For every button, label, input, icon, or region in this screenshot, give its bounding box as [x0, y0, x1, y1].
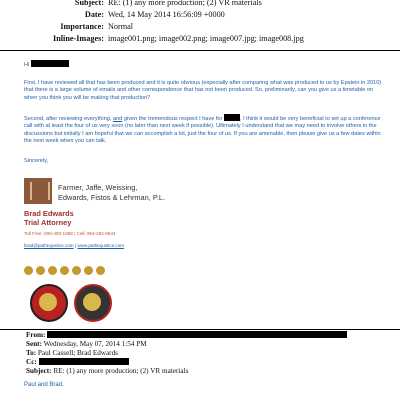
paragraph2-part-a: Second, after reviewing everything,	[24, 116, 113, 122]
header-date-row	[26, 9, 396, 20]
firm-logo	[24, 178, 52, 204]
fwd-cc-label: Cc:	[26, 358, 37, 366]
scales-of-justice-icon	[39, 293, 57, 311]
body-paragraph-1: First, I have reviewed all that has been produced and it is quite obvious (especially after comparing what was produced to us by Epstein in 2010) that there is a large volume of emails and other correspondence that has not been produced. So, preliminarily, can you give us a timetable on when you think you will be making that production?	[24, 80, 382, 101]
subject-value: RE: (1) any more production; (2) VR materials	[108, 0, 262, 7]
header-importance-row	[26, 21, 396, 32]
facebook-icon[interactable]	[24, 266, 33, 275]
redaction-block	[39, 358, 129, 365]
fwd-sent-value: Wednesday, May 07, 2014 1:54 PM	[43, 340, 147, 348]
award-seal-2	[74, 284, 112, 322]
redaction-block	[47, 331, 347, 338]
fwd-to-label: To:	[26, 349, 37, 357]
body-paragraph-2	[24, 114, 386, 146]
paragraph2-part-b: given the tremendous respect I have for	[122, 116, 224, 122]
signer-phones: Toll Free: 800-400-1098 | Cell: 954-294-5544	[24, 231, 116, 236]
closing-line: Sincerely,	[24, 158, 49, 164]
inline-images-label: Inline-Images:	[53, 34, 104, 43]
fwd-cc-row	[26, 358, 386, 367]
signer-name: Brad Edwards	[24, 209, 74, 218]
website-link[interactable]: www.pathtojustice.com	[77, 243, 125, 248]
twitter-icon[interactable]	[36, 266, 45, 275]
greeting-text: Hi	[24, 62, 30, 68]
fwd-subject-value: RE: (1) any more production; (2) VR materials	[53, 367, 189, 375]
subject-label: Subject:	[74, 0, 104, 7]
rss-icon[interactable]	[96, 266, 105, 275]
signer-links	[24, 243, 124, 248]
greeting-line	[24, 60, 386, 69]
fwd-to-value: Paul Cassell; Brad Edwards	[37, 349, 118, 357]
google-plus-icon[interactable]	[48, 266, 57, 275]
header-subject-row	[26, 0, 396, 8]
firm-name-line-1: Farmer, Jaffe, Weissing,	[58, 183, 138, 192]
fwd-subject-label: Subject:	[26, 367, 52, 375]
header-divider	[0, 50, 400, 51]
redaction-block	[31, 60, 69, 67]
fwd-from-row	[26, 331, 386, 340]
importance-value: Normal	[108, 22, 134, 31]
fwd-subject-row	[26, 367, 386, 376]
fwd-sent-row	[26, 340, 386, 349]
scales-of-justice-icon	[83, 293, 101, 311]
fwd-greeting: Paul and Brad,	[24, 382, 64, 388]
importance-label: Importance:	[60, 22, 104, 31]
header-inline-images-row	[26, 33, 396, 44]
fwd-from-label: From:	[26, 331, 46, 339]
award-seal-1	[30, 284, 68, 322]
firm-name-line-2: Edwards, Fistos & Lehrman, P.L.	[58, 193, 166, 202]
fwd-sent-label: Sent:	[26, 340, 42, 348]
forward-divider	[0, 329, 400, 330]
paragraph2-and: and	[112, 116, 123, 122]
signer-title: Trial Attorney	[24, 218, 72, 227]
fwd-to-row	[26, 349, 386, 358]
link-separator: |	[73, 243, 78, 248]
linkedin-icon[interactable]	[60, 266, 69, 275]
email-link[interactable]: brad@pathtojustice.com	[24, 243, 74, 248]
paragraph2-part-c: , I think it would be very beneficial to set up a conference call with at least the four of us very soon (no later than next week if possible). Ultimately I understand that we may need to involve others in the discussions but initially I am hopeful that we can accomplish a lot, just the four of us. If you are amenable, then please give us a few dates within the next week when you can talk.	[24, 116, 381, 145]
date-value: Wed, 14 May 2014 16:56:09 +0000	[108, 10, 225, 19]
youtube-icon[interactable]	[72, 266, 81, 275]
redaction-block	[224, 114, 240, 121]
inline-images-value: image001.png; image002.png; image007.jpg; image008.jpg	[108, 34, 304, 43]
blog-icon[interactable]	[84, 266, 93, 275]
date-label: Date:	[84, 10, 104, 19]
